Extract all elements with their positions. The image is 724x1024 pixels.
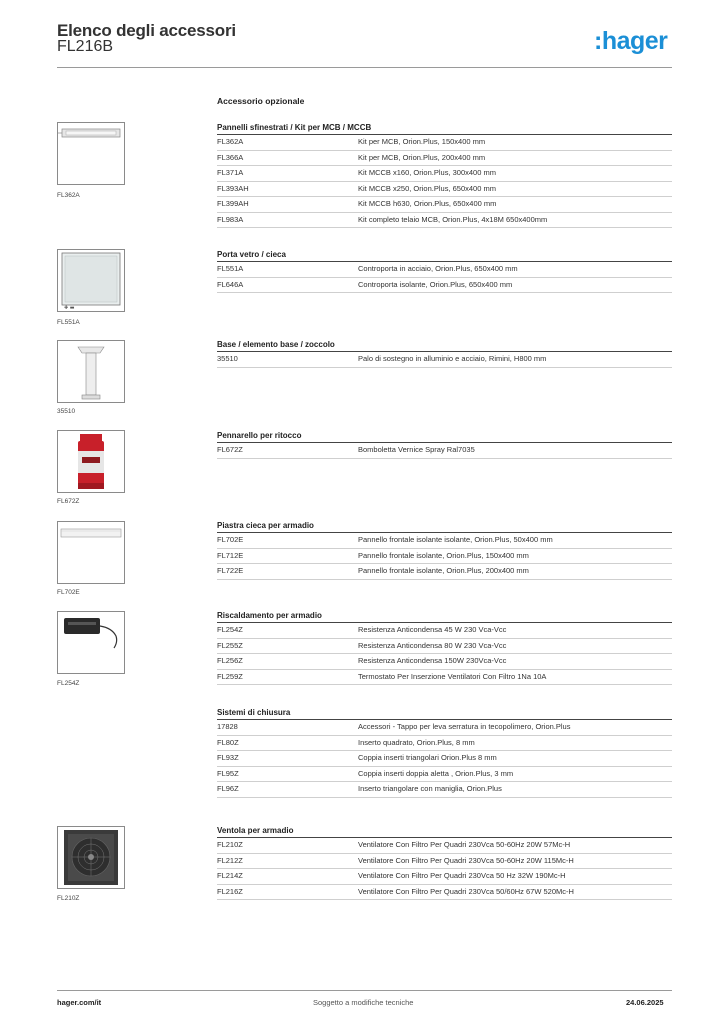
table-row [217,782,672,798]
section-title: Ventola per armadio [217,824,672,838]
item-description: Controporta in acciaio, Orion.Plus, 650x400 mm [358,264,518,273]
accessory-heading: Accessorio opzionale [217,96,305,106]
item-description: Ventilatore Con Filtro Per Quadri 230Vca 50-60Hz 20W 115Mc-H [358,855,574,865]
item-code: FL95Z [217,768,239,778]
table-row [217,443,672,459]
table-row [217,736,672,752]
item-code: FL96Z [217,784,239,793]
thumb-code: FL210Z [57,895,80,902]
section-pannelli [217,121,672,228]
heater-icon [57,611,125,674]
page-title: Elenco degli accessori [57,21,236,40]
item-code: FL371A [217,168,244,177]
section-title: Porta vetro / cieca [217,248,672,262]
document-date: 24.06.2025 [626,998,664,1007]
table-row [217,885,672,901]
item-description: Pannello frontale isolante isolante, Orion.Plus, 50x400 mm [358,535,553,544]
item-code: FL254Z [217,625,243,634]
table-row [217,767,672,783]
item-code: FL393AH [217,183,249,193]
table-row [217,352,672,368]
item-description: Bomboletta Vernice Spray Ral7035 [358,445,475,454]
item-description: Controporta isolante, Orion.Plus, 650x400 mm [358,279,513,289]
product-code: FL216B [57,38,114,55]
thumb-code: FL551A [57,319,80,326]
fan-icon [57,826,125,889]
item-code: FL80Z [217,737,239,747]
thumb-code: FL702E [57,589,80,596]
table-row [217,838,672,854]
thumb-code: FL672Z [57,498,80,505]
door-panel-icon [57,249,125,312]
section-title: Sistemi di chiusura [217,706,672,720]
spray-can-icon [57,430,125,493]
table-row [217,533,672,549]
thumb-code: 35510 [57,408,76,415]
header-divider [57,67,672,68]
panel-frame-icon [57,122,125,185]
website-link[interactable]: hager.com/it [57,998,102,1007]
item-description: Kit per MCB, Orion.Plus, 200x400 mm [358,152,486,162]
item-code: FL256Z [217,656,243,665]
item-description: Accessori - Tappo per leva serratura in tecopolimero, Orion.Plus [358,722,571,731]
table-row [217,623,672,639]
table-row [217,869,672,885]
section-ventola [217,824,672,900]
section-title: Pannelli sfinestrati / Kit per MCB / MCCB [217,121,672,135]
section-base [217,338,672,368]
svg-text:✚ ▬: ✚ ▬ [64,305,75,311]
item-code: FL366A [217,152,244,162]
table-row [217,654,672,670]
item-description: Ventilatore Con Filtro Per Quadri 230Vca 50 Hz 32W 190Mc-H [358,871,566,880]
section-pennarello [217,429,672,459]
section-title: Piastra cieca per armadio [217,519,672,533]
hager-logo[interactable]: :hager [594,27,668,55]
item-code: FL646A [217,279,244,289]
table-row [217,751,672,767]
item-code: FL722E [217,566,244,575]
item-code: FL210Z [217,840,243,849]
section-chiusura [217,706,672,798]
item-description: Resistenza Anticondensa 80 W 230 Vca-Vcc [358,640,507,650]
item-description: Ventilatore Con Filtro Per Quadri 230Vca 50/60Hz 67W 520Mc-H [358,886,574,896]
item-description: Inserto quadrato, Orion.Plus, 8 mm [358,737,475,747]
thumb-code: FL362A [57,192,80,199]
item-description: Coppia inserti doppia aletta , Orion.Plus, 3 mm [358,768,514,778]
table-row [217,639,672,655]
item-code: FL983A [217,214,244,224]
section-title: Pennarello per ritocco [217,429,672,443]
item-code: 17828 [217,722,238,731]
item-code: FL702E [217,535,244,544]
item-description: Kit MCCB x250, Orion.Plus, 650x400 mm [358,183,496,193]
item-description: Kit MCCB x160, Orion.Plus, 300x400 mm [358,168,496,177]
table-row [217,135,672,151]
item-code: FL712E [217,550,244,560]
table-row [217,278,672,294]
item-description: Kit completo telaio MCB, Orion.Plus, 4x18M 650x400mm [358,214,548,224]
item-code: FL212Z [217,855,243,865]
table-row [217,182,672,198]
table-row [217,720,672,736]
item-code: FL255Z [217,640,243,650]
item-code: FL362A [217,137,244,146]
item-code: FL216Z [217,886,243,896]
section-riscaldamento [217,609,672,685]
footer-divider [57,990,672,991]
item-code: FL93Z [217,753,239,762]
item-description: Inserto triangolare con maniglia, Orion.Plus [358,784,502,793]
section-title: Riscaldamento per armadio [217,609,672,623]
item-code: FL214Z [217,871,243,880]
table-row [217,564,672,580]
item-description: Resistenza Anticondensa 45 W 230 Vca-Vcc [358,625,507,634]
support-pole-icon [57,340,125,403]
table-row [217,151,672,167]
table-row [217,197,672,213]
blank-plate-icon [57,521,125,584]
table-row [217,549,672,565]
table-row [217,262,672,278]
item-description: Pannello frontale isolante, Orion.Plus, 200x400 mm [358,566,529,575]
disclaimer: Soggetto a modifiche tecniche [313,998,414,1007]
item-description: Palo di sostegno in alluminio e acciaio, Rimini, H800 mm [358,354,547,363]
section-piastra [217,519,672,580]
section-title: Base / elemento base / zoccolo [217,338,672,352]
item-description: Ventilatore Con Filtro Per Quadri 230Vca 50-60Hz 20W 57Mc-H [358,840,571,849]
item-description: Termostato Per Inserzione Ventilatori Con Filtro 1Na 10A [358,671,547,681]
item-description: Coppia inserti triangolari Orion.Plus 8 mm [358,753,497,762]
item-description: Kit MCCB h630, Orion.Plus, 650x400 mm [358,199,497,208]
item-description: Pannello frontale isolante, Orion.Plus, 150x400 mm [358,550,529,560]
item-code: 35510 [217,354,238,363]
item-code: FL551A [217,264,244,273]
item-description: Kit per MCB, Orion.Plus, 150x400 mm [358,137,486,146]
item-code: FL259Z [217,671,243,681]
item-code: FL399AH [217,199,249,208]
thumb-code: FL254Z [57,680,80,687]
table-row [217,854,672,870]
table-row [217,670,672,686]
table-row [217,213,672,229]
item-code: FL672Z [217,445,243,454]
item-description: Resistenza Anticondensa 150W 230Vca-Vcc [358,656,507,665]
section-porta [217,248,672,293]
table-row [217,166,672,182]
